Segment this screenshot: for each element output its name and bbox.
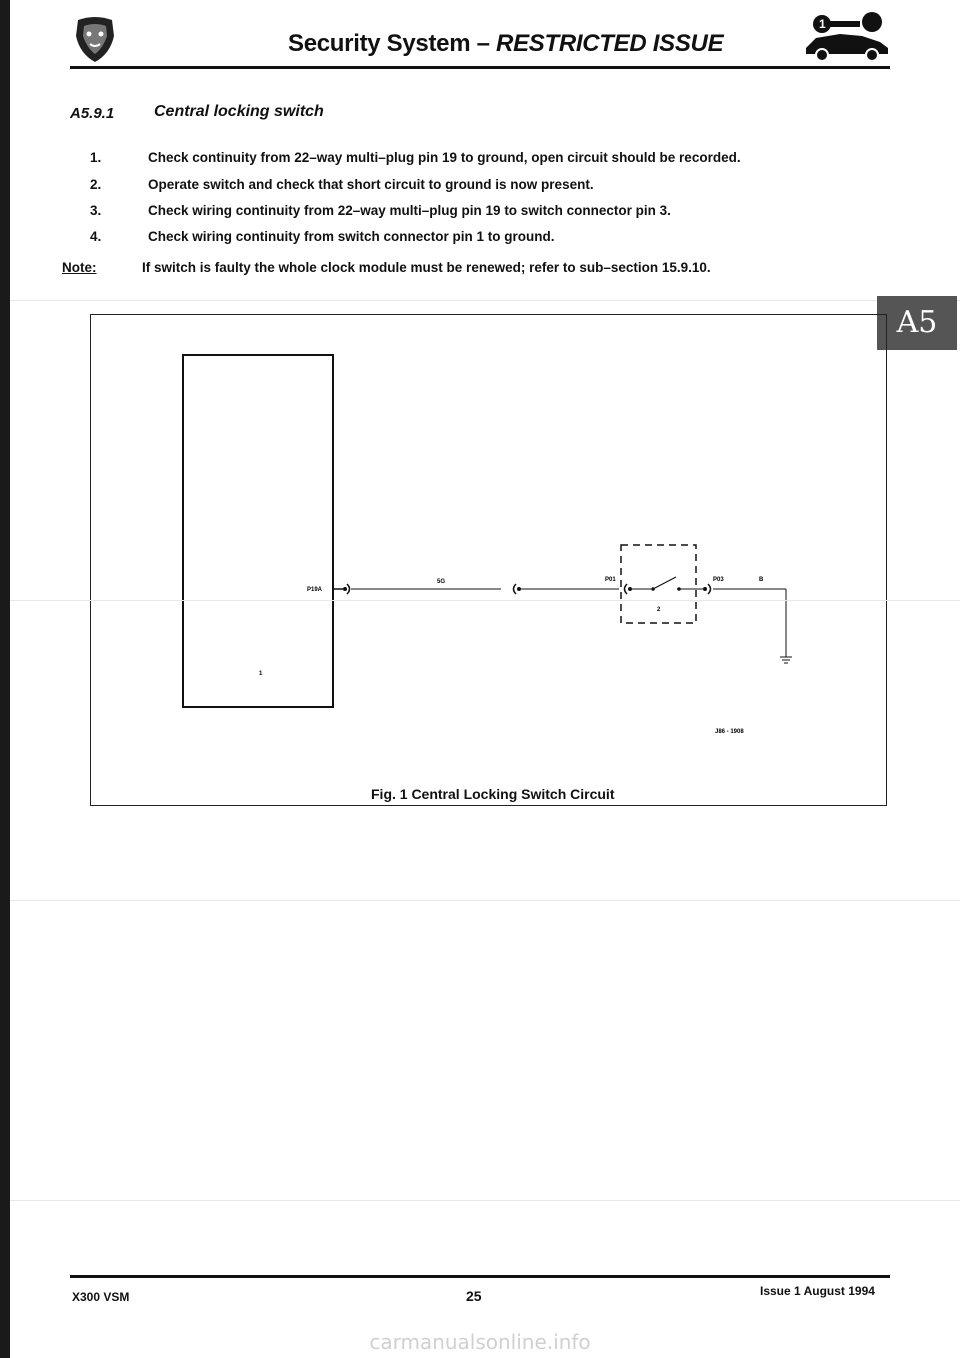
page-title [288,30,723,58]
wire-code-label: 5G [437,579,446,585]
footer-manual-code: X300 VSM [72,1290,130,1304]
watermark-text: carmanualsonline.info [369,1330,591,1354]
inline-connector-pin [517,587,521,591]
section-tab-badge: A5 [877,296,957,350]
connector-pin [343,587,347,591]
title-restricted: RESTRICTED ISSUE [496,30,724,57]
title-plain: Security System – [288,30,497,57]
ground-wire-code-label: B [759,577,764,583]
module-connector-label: P19A [307,587,323,593]
divider [10,1200,960,1201]
divider [10,600,960,601]
svg-text:1: 1 [819,17,826,31]
divider [10,300,960,301]
jaguar-head-logo-icon [70,14,120,64]
switch-connector-left [625,584,628,594]
switch-pin-right-label: P03 [713,577,724,583]
circuit-diagram [91,315,886,805]
section-number: A5.9.1 [70,105,115,122]
step-text: Check wiring continuity from switch connector pin 1 to ground. [148,229,555,244]
connector-bracket [347,584,350,594]
switch-connector-right [708,584,711,594]
switch-number-label: 2 [657,607,661,613]
footer-issue-date: Issue 1 August 1994 [760,1284,875,1298]
note-label: Note: [62,260,97,275]
step-number: 1. [90,150,102,165]
step-text: Check wiring continuity from 22–way multi–plug pin 19 to switch connector pin 3. [148,203,671,218]
switch-blade [653,577,676,589]
header-rule [70,66,890,69]
module-number-label: 1 [259,671,263,677]
divider [10,900,960,901]
clock-module-box [183,355,333,707]
step-number: 4. [90,229,102,244]
footer-rule [70,1275,890,1278]
figure-caption: Fig. 1 Central Locking Switch Circuit [367,786,618,802]
switch-pin-right [703,587,707,591]
section-title: Central locking switch [154,103,324,120]
figure-frame [90,314,887,806]
footer-page-number: 25 [466,1288,482,1304]
step-text: Check continuity from 22–way multi–plug pin 19 to ground, open circuit should be recorded. [148,150,741,165]
step-number: 2. [90,177,102,192]
figure-ref-code: J86 - 1908 [715,729,744,735]
switch-pin-left [628,587,632,591]
page-edge-bar [0,0,10,1358]
car-key-icon [800,8,892,62]
step-number: 3. [90,203,102,218]
switch-pin-left-label: P01 [605,577,616,583]
note-text: If switch is faulty the whole clock module must be renewed; refer to sub–section 15.9.10. [142,260,711,275]
inline-connector [514,584,517,594]
step-text: Operate switch and check that short circuit to ground is now present. [148,177,594,192]
